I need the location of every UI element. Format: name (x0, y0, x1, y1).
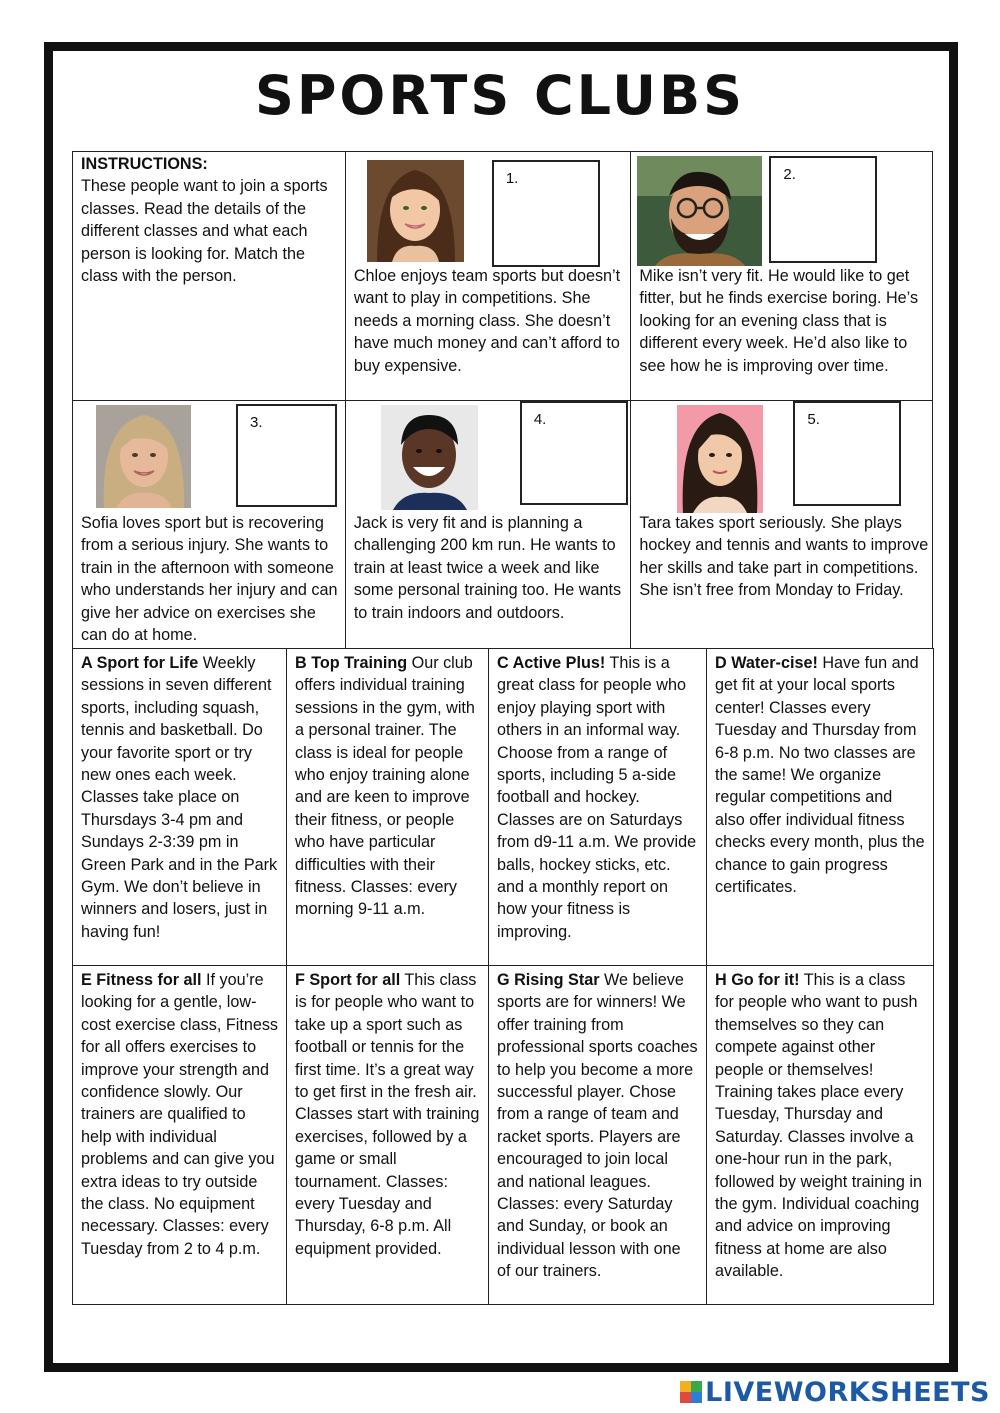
person-description: Jack is very fit and is planning a challenging 200 km run. He wants to train at least twice a week and like some personal training too. He wants to train indoors and outdoors. (353, 514, 622, 622)
club-name: A Sport for Life (81, 654, 199, 672)
club-description: This is a class for people who want to push themselves so they can compete against other people or themselves! Training takes place every Tuesday, Thursday and Saturday. Classes involve a one-hour run in the park, followed by weight training in the gym. Individual coaching and advice on improving fitness at home are also available. (715, 971, 922, 1281)
club-f (287, 966, 489, 1305)
answer-box-3[interactable] (236, 404, 337, 507)
club-g (489, 966, 707, 1305)
club-description: This is a great class for people who enjoy playing sport with others in an informal way. Choose from a range of sports, including 5 a-side football and hockey. Classes are on Saturdays from d9-11 a.m. We provide balls, hockey sticks, etc. and a monthly report on how your fitness is improving. (497, 654, 697, 941)
answer-box-number: 4. (533, 411, 547, 428)
answer-box-1[interactable] (492, 160, 600, 267)
instructions-heading: INSTRUCTIONS: (81, 155, 208, 173)
club-name: H Go for it! (715, 971, 800, 989)
club-name: F Sport for all (295, 971, 401, 989)
mike-photo (637, 156, 762, 266)
person-cell-tara (631, 401, 933, 649)
answer-box-4[interactable] (520, 401, 628, 505)
jack-photo (381, 405, 478, 510)
club-name: C Active Plus! (497, 654, 606, 672)
page-title: SPORTS CLUBS (254, 64, 746, 127)
club-description: If you’re looking for a gentle, low-cost exercise class, Fitness for all offers exercises to improve your strength and confidence slowly. Our trainers are qualified to help with individual problems and can give you extra ideas to try outside the class. No equipment necessary. Classes: every Tuesday from 2 to 4 p.m. (81, 971, 279, 1258)
person-description: Tara takes sport seriously. She plays hockey and tennis and wants to improve her skills and take part in competitions. She isn’t free from Monday to Friday. (639, 514, 929, 600)
club-description: Weekly sessions in seven different sports, including squash, tennis and basketball. Do your favorite sport or try new ones each week. Classes take place on Thursdays 3-4 pm and Sundays 2-3:39 pm in Green Park and in the Park Gym. We don’t believe in winners and losers, just in having fun! (81, 654, 278, 941)
club-h (707, 966, 934, 1305)
club-name: E Fitness for all (81, 971, 202, 989)
answer-box-number: 3. (250, 414, 263, 431)
club-description: This class is for people who want to take up a sport such as football or tennis for the first time. It’s a great way to get first in the fresh air. Classes start with training exercises, followed by a game or small tournament. Classes: every Tuesday and Thursday, 6-8 p.m. All equipment provided. (295, 971, 480, 1258)
person-description: Chloe enjoys team sports but doesn’t want to play in competitions. She needs a morning class. She doesn’t have much money and can’t afford to buy expensive. (353, 267, 621, 375)
club-name: B Top Training (295, 654, 408, 672)
instructions-cell (73, 152, 346, 401)
club-d (707, 649, 934, 966)
club-description: Our club offers individual training sessions in the gym, with a personal trainer. The class is ideal for people who enjoy training alone and are keen to improve their fitness, or people who have particular difficulties with their fitness. Classes: every morning 9-11 a.m. (295, 654, 475, 919)
club-name: D Water-cise! (715, 654, 818, 672)
tara-photo (677, 405, 763, 513)
answer-box-number: 5. (807, 411, 820, 428)
clubs-table (72, 648, 934, 1305)
instructions-body: These people want to join a sports classes. Read the details of the different classes and what each person is looking for. Match the class with the person. (81, 177, 328, 286)
liveworksheets-logo-icon (680, 1381, 702, 1403)
person-description: Sofia loves sport but is recovering from a serious injury. She wants to train in the afternoon with someone who understands her injury and can give her advice on exercises she can do at home. (81, 514, 338, 645)
answer-box-2[interactable] (769, 156, 877, 263)
sofia-photo (96, 405, 191, 508)
logo-text: LIVEWORKSHEETS (705, 1376, 990, 1408)
person-cell-mike (631, 152, 933, 401)
answer-box-number: 1. (505, 170, 519, 187)
club-a (73, 649, 287, 966)
club-e (73, 966, 287, 1305)
answer-box-5[interactable] (793, 401, 901, 506)
person-cell-jack (345, 401, 631, 649)
club-b (287, 649, 489, 966)
people-table (72, 151, 933, 649)
answer-box-number: 2. (783, 166, 796, 183)
club-name: G Rising Star (497, 971, 600, 989)
person-description: Mike isn’t very fit. He would like to get fitter, but he finds exercise boring. He’s looking for an evening class that is different every week. He’d also like to see how he is improving over time. (639, 267, 919, 375)
club-c (489, 649, 707, 966)
liveworksheets-logo (680, 1377, 990, 1407)
person-cell-chloe (345, 152, 631, 401)
chloe-photo (367, 160, 464, 262)
club-description: Have fun and get fit at your local sports center! Classes every Tuesday and Thursday from 6-8 p.m. No two classes are the same! We organize regular competitions and also offer individual fitness checks every month, plus the chance to gain progress certificates. (715, 654, 925, 897)
person-cell-sofia (73, 401, 346, 649)
club-description: We believe sports are for winners! We offer training from professional sports coaches to help you become a more successful player. Chose from a range of team and racket sports. Players are encouraged to join local and national leagues. Classes: every Saturday and Sunday, or book an individual lesson with one of our trainers. (497, 971, 698, 1281)
